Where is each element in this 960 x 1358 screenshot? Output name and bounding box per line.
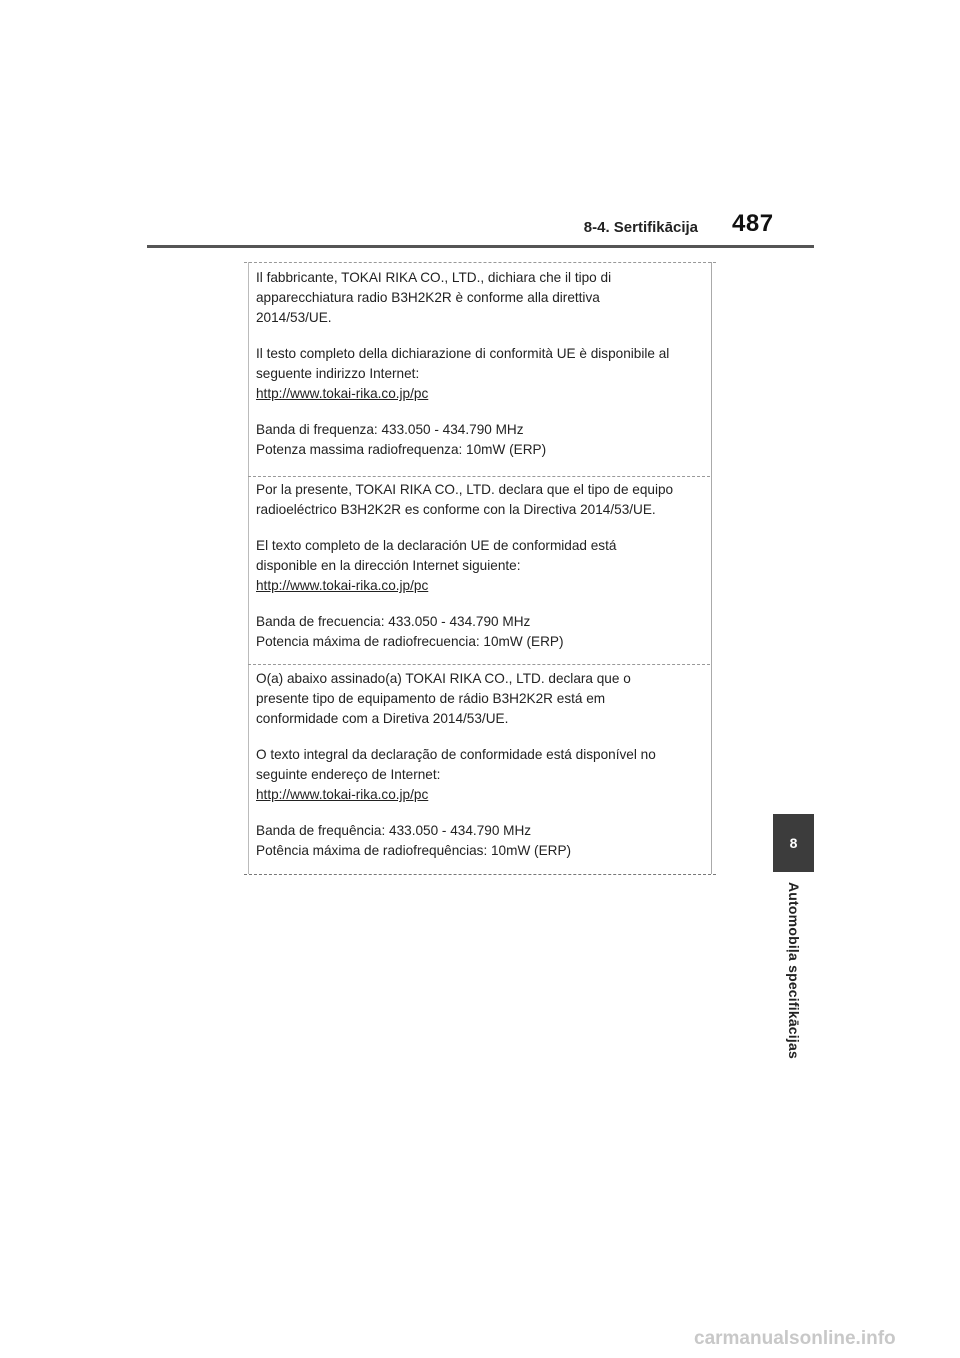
text-line: radioeléctrico B3H2K2R es conforme con la Directiva 2014/53/UE.	[256, 502, 656, 517]
text-line: presente tipo de equipamento de rádio B3H2K2R está em	[256, 691, 606, 706]
frequency-band: Banda de frequência: 433.050 - 434.790 MHz	[256, 823, 532, 838]
page-number: 487	[732, 210, 774, 237]
max-power: Potenza massima radiofrequenza: 10mW (ERP)	[256, 442, 547, 457]
declaration-link[interactable]: http://www.tokai-rika.co.jp/pc	[256, 386, 429, 401]
chapter-tab	[773, 814, 814, 872]
declaration-pt	[256, 669, 688, 861]
section-divider	[248, 476, 710, 477]
text-line: Por la presente, TOKAI RIKA CO., LTD. declara que el tipo de equipo	[256, 482, 674, 497]
box-bottom-border	[244, 874, 716, 875]
chapter-label: Automobiļa specifikācijas	[786, 882, 802, 1059]
text-line: El texto completo de la declaración UE de conformidad está	[256, 538, 617, 553]
page-header	[0, 0, 960, 250]
chapter-number: 8	[789, 835, 798, 851]
section-title: 8-4. Sertifikācija	[583, 219, 698, 236]
text-line: Il fabbricante, TOKAI RIKA CO., LTD., dichiara che il tipo di	[256, 270, 612, 285]
text-line: O(a) abaixo assinado(a) TOKAI RIKA CO., LTD. declara que o	[256, 671, 631, 686]
text-line: disponible en la dirección Internet siguiente:	[256, 558, 521, 573]
max-power: Potência máxima de radiofrequências: 10mW (ERP)	[256, 843, 572, 858]
text-line: Il testo completo della dichiarazione di conformità UE è disponibile al	[256, 346, 670, 361]
frequency-band: Banda di frequenza: 433.050 - 434.790 MHz	[256, 422, 524, 437]
text-line: conformidade com a Diretiva 2014/53/UE.	[256, 711, 509, 726]
watermark: carmanualsonline.info	[694, 1328, 896, 1349]
declaration-it	[256, 268, 688, 460]
text-line: seguinte endereço de Internet:	[256, 767, 441, 782]
declaration-link[interactable]: http://www.tokai-rika.co.jp/pc	[256, 578, 429, 593]
text-line: seguente indirizzo Internet:	[256, 366, 420, 381]
section-divider	[248, 664, 710, 665]
header-rule	[147, 245, 814, 248]
box-top-border	[244, 262, 716, 263]
text-line: O texto integral da declaração de conformidade está disponível no	[256, 747, 656, 762]
max-power: Potencia máxima de radiofrecuencia: 10mW (ERP)	[256, 634, 564, 649]
frequency-band: Banda de frecuencia: 433.050 - 434.790 MHz	[256, 614, 531, 629]
declaration-es	[256, 480, 688, 652]
text-line: 2014/53/UE.	[256, 310, 332, 325]
declaration-link[interactable]: http://www.tokai-rika.co.jp/pc	[256, 787, 429, 802]
text-line: apparecchiatura radio B3H2K2R è conforme alla direttiva	[256, 290, 600, 305]
